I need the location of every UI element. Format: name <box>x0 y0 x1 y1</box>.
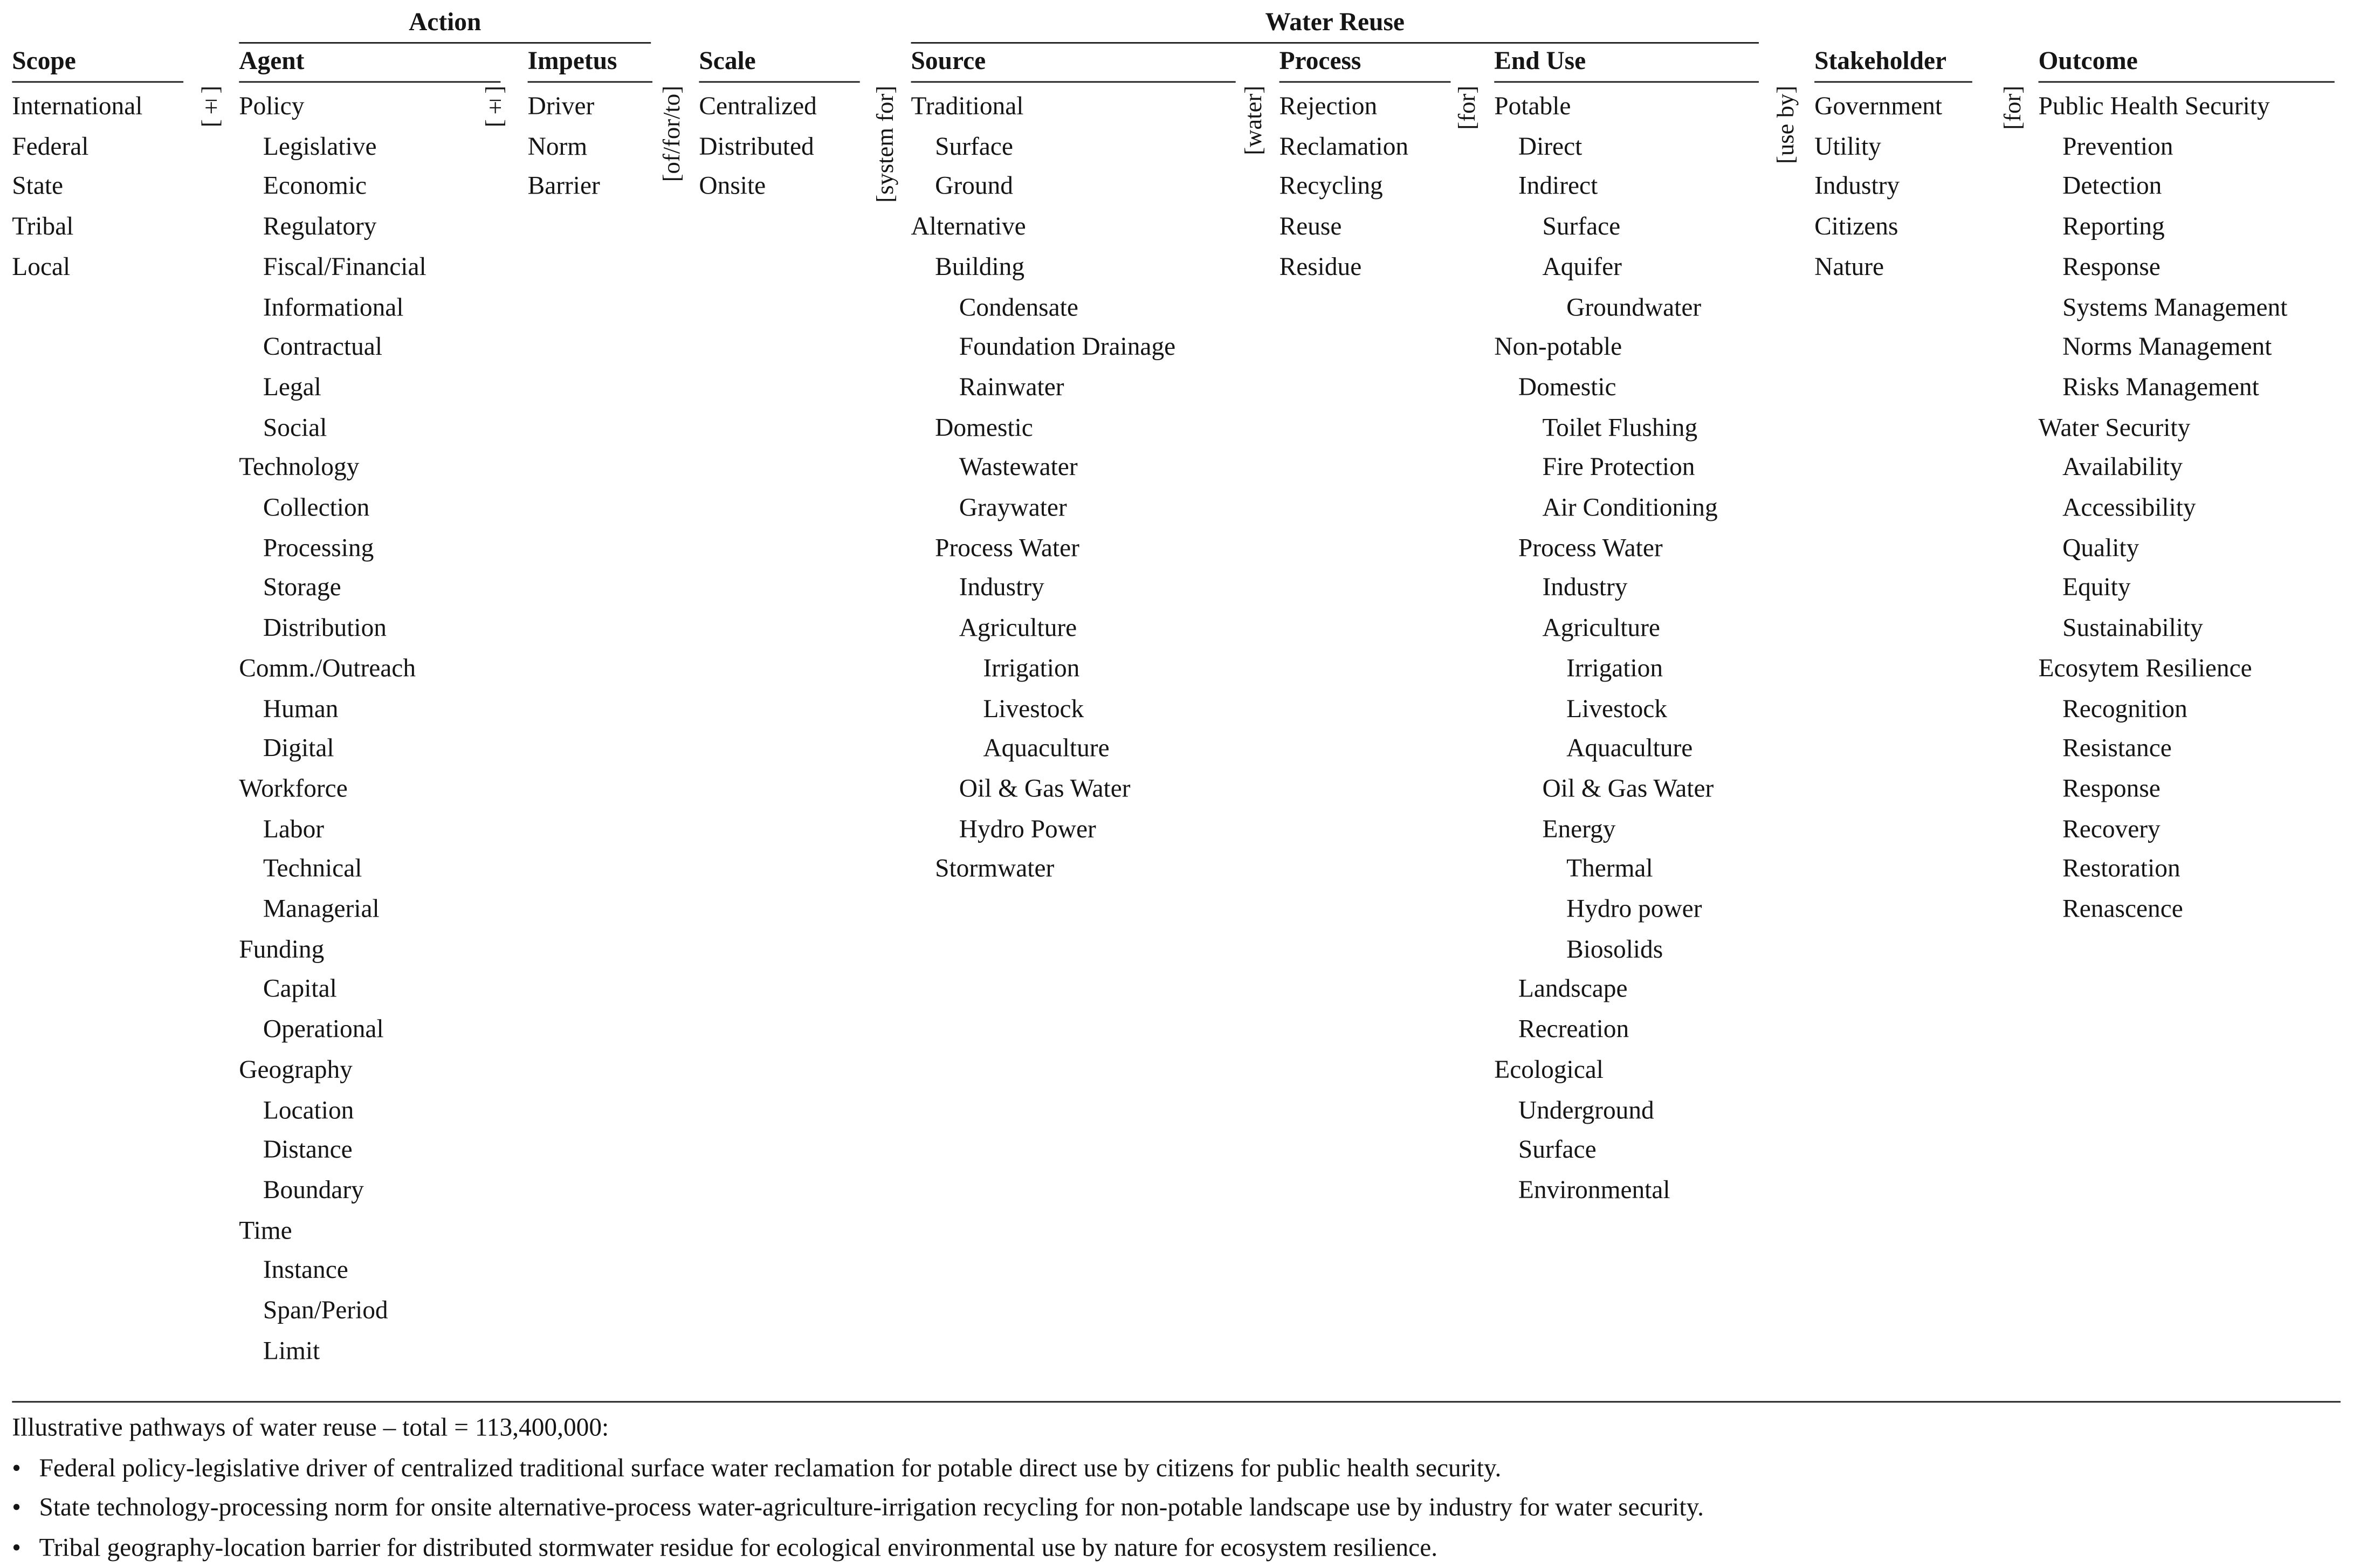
item-process: Recycling <box>1279 171 1383 201</box>
item-outcome: Water Security <box>2038 412 2191 442</box>
item-agent: Processing <box>263 533 374 562</box>
item-source: Traditional <box>911 92 1024 121</box>
item-agent: Comm./Outreach <box>239 654 416 683</box>
item-enduse: Hydro power <box>1566 895 1702 924</box>
item-scope: Local <box>12 252 71 281</box>
connector-impetus-scale: [of/for/to] <box>659 85 686 182</box>
connector-scope-agent: [±] <box>198 85 224 128</box>
item-outcome: Response <box>2062 252 2161 281</box>
item-agent: Workforce <box>239 774 348 803</box>
item-outcome: Public Health Security <box>2038 92 2270 121</box>
item-scope: Tribal <box>12 212 74 241</box>
item-source: Domestic <box>935 412 1033 442</box>
item-enduse: Surface <box>1542 212 1621 241</box>
item-agent: Funding <box>239 934 325 964</box>
item-impetus: Barrier <box>527 171 600 201</box>
item-source: Livestock <box>983 693 1084 723</box>
group-header-water-reuse <box>911 8 1759 44</box>
bullet-icon: • <box>12 1493 21 1522</box>
item-source: Foundation Drainage <box>959 332 1176 361</box>
footer-bullet-text: Federal policy-legislative driver of centralized traditional surface water reclamation for potable direct use by citizens for public health security. <box>39 1453 1502 1482</box>
connector-process-enduse: [for] <box>1455 85 1481 130</box>
item-outcome: Quality <box>2062 533 2139 562</box>
column-items-impetus <box>528 82 652 208</box>
item-outcome: Availability <box>2062 453 2183 482</box>
connector-source-process: [water] <box>1241 85 1268 155</box>
item-outcome: Response <box>2062 774 2161 803</box>
item-source: Ground <box>935 171 1013 201</box>
bullet-icon: • <box>12 1453 21 1482</box>
item-enduse: Oil & Gas Water <box>1542 774 1714 803</box>
item-outcome: Recognition <box>2062 693 2187 723</box>
footer-bullet <box>12 1528 2341 1568</box>
item-enduse: Livestock <box>1566 693 1668 723</box>
column-items-source <box>911 82 1236 890</box>
item-enduse: Aquifer <box>1542 252 1622 281</box>
footer-bullets <box>12 1448 2341 1568</box>
footer-title: Illustrative pathways of water reuse – total = 113,400,000: <box>12 1413 609 1442</box>
item-scale: Centralized <box>699 92 817 121</box>
column-agent <box>239 46 500 1372</box>
item-agent: Regulatory <box>263 212 377 241</box>
footer-bullet <box>12 1488 2341 1528</box>
item-agent: Operational <box>263 1015 384 1044</box>
item-enduse: Air Conditioning <box>1542 493 1718 522</box>
item-source: Oil & Gas Water <box>959 774 1131 803</box>
item-agent: Technology <box>239 453 360 482</box>
item-agent: Labor <box>263 814 325 843</box>
footer-bullet <box>12 1448 2341 1488</box>
item-source: Irrigation <box>983 654 1080 683</box>
item-agent: Managerial <box>263 895 380 924</box>
item-enduse: Irrigation <box>1566 654 1663 683</box>
item-enduse: Toilet Flushing <box>1542 412 1698 442</box>
item-process: Reuse <box>1279 212 1342 241</box>
column-header-impetus: Impetus <box>528 46 652 82</box>
column-header-enduse: End Use <box>1494 46 1759 82</box>
item-outcome: Sustainability <box>2062 613 2203 642</box>
item-enduse: Groundwater <box>1566 292 1702 321</box>
item-agent: Social <box>263 412 327 442</box>
item-impetus: Norm <box>527 132 588 161</box>
item-agent: Collection <box>263 493 370 522</box>
item-enduse: Agriculture <box>1542 613 1660 642</box>
item-outcome: Reporting <box>2062 212 2165 241</box>
item-stakeholder: Government <box>1814 92 1943 121</box>
column-items-stakeholder <box>1814 82 1972 288</box>
item-source: Process Water <box>935 533 1079 562</box>
item-enduse: Ecological <box>1494 1055 1604 1084</box>
footer-notes <box>12 1401 2341 1567</box>
item-process: Rejection <box>1279 92 1378 121</box>
item-enduse: Aquaculture <box>1566 734 1693 763</box>
item-scope: International <box>12 92 143 121</box>
footer-bullet-text: Tribal geography-location barrier for distributed stormwater residue for ecological environmental use by nature for ecosystem resilience. <box>39 1532 1438 1562</box>
item-enduse: Environmental <box>1518 1175 1670 1205</box>
item-outcome: Risks Management <box>2062 373 2259 402</box>
item-enduse: Potable <box>1494 92 1571 121</box>
item-enduse: Non-potable <box>1494 332 1622 361</box>
item-agent: Technical <box>263 854 362 883</box>
item-agent: Boundary <box>263 1175 364 1205</box>
column-header-source: Source <box>911 46 1236 82</box>
item-agent: Limit <box>263 1336 320 1365</box>
item-outcome: Recovery <box>2062 814 2161 843</box>
item-stakeholder: Industry <box>1814 171 1900 201</box>
item-agent: Capital <box>263 974 337 1003</box>
item-agent: Span/Period <box>263 1296 388 1325</box>
bullet-icon: • <box>12 1532 21 1562</box>
item-scale: Distributed <box>699 132 814 161</box>
item-enduse: Industry <box>1542 573 1628 602</box>
item-agent: Time <box>239 1215 292 1244</box>
connector-enduse-stakeholder: [use by] <box>1773 85 1800 164</box>
column-header-scale: Scale <box>699 46 859 82</box>
item-scale: Onsite <box>699 171 766 201</box>
column-items-scope <box>12 82 183 288</box>
item-agent: Distribution <box>263 613 387 642</box>
connector-agent-impetus: [±] <box>482 85 508 128</box>
column-header-process: Process <box>1279 46 1451 82</box>
item-enduse: Direct <box>1518 132 1583 161</box>
item-source: Building <box>935 252 1025 281</box>
item-outcome: Detection <box>2062 171 2162 201</box>
group-header-water-reuse-label: Water Reuse <box>1265 7 1405 36</box>
item-scope: State <box>12 171 64 201</box>
item-source: Alternative <box>911 212 1026 241</box>
item-source: Condensate <box>959 292 1078 321</box>
item-agent: Legislative <box>263 132 377 161</box>
column-items-enduse <box>1494 82 1759 1211</box>
item-enduse: Underground <box>1518 1095 1654 1124</box>
column-items-process <box>1279 82 1451 288</box>
item-enduse: Fire Protection <box>1542 453 1695 482</box>
item-enduse: Landscape <box>1518 974 1628 1003</box>
item-outcome: Accessibility <box>2062 493 2196 522</box>
item-outcome: Equity <box>2062 573 2131 602</box>
item-stakeholder: Citizens <box>1814 212 1898 241</box>
item-agent: Economic <box>263 171 367 201</box>
item-agent: Contractual <box>263 332 383 361</box>
item-source: Surface <box>935 132 1013 161</box>
item-outcome: Renascence <box>2062 895 2183 924</box>
item-source: Wastewater <box>959 453 1078 482</box>
column-scale <box>699 46 859 208</box>
item-enduse: Indirect <box>1518 171 1598 201</box>
column-header-scope: Scope <box>12 46 183 82</box>
item-enduse: Biosolids <box>1566 934 1663 964</box>
column-items-scale <box>699 82 859 208</box>
connector-stakeholder-outcome: [for] <box>2000 85 2027 130</box>
group-header-action <box>239 8 651 44</box>
column-enduse <box>1494 46 1759 1211</box>
item-outcome: Restoration <box>2062 854 2180 883</box>
item-stakeholder: Nature <box>1814 252 1884 281</box>
item-source: Agriculture <box>959 613 1077 642</box>
column-stakeholder <box>1814 46 1972 288</box>
item-outcome: Resistance <box>2062 734 2172 763</box>
item-agent: Geography <box>239 1055 353 1084</box>
column-header-stakeholder: Stakeholder <box>1814 46 1972 82</box>
group-header-action-label: Action <box>409 7 481 36</box>
column-source <box>911 46 1236 890</box>
item-source: Hydro Power <box>959 814 1096 843</box>
column-impetus <box>528 46 652 208</box>
column-scope <box>12 46 183 288</box>
item-agent: Digital <box>263 734 334 763</box>
item-outcome: Norms Management <box>2062 332 2272 361</box>
item-agent: Instance <box>263 1256 348 1285</box>
column-items-outcome <box>2039 82 2335 930</box>
item-agent: Policy <box>239 92 305 121</box>
column-header-outcome: Outcome <box>2039 46 2335 82</box>
connector-scale-source: [system for] <box>873 85 899 203</box>
item-source: Industry <box>959 573 1044 602</box>
footer-bullet-text: State technology-processing norm for onsite alternative-process water-agriculture-irrigation recycling for non-potable landscape use by industry for water security. <box>39 1493 1704 1522</box>
item-source: Stormwater <box>935 854 1055 883</box>
item-agent: Fiscal/Financial <box>263 252 426 281</box>
item-enduse: Process Water <box>1518 533 1663 562</box>
item-enduse: Domestic <box>1518 373 1616 402</box>
item-agent: Distance <box>263 1135 353 1164</box>
item-agent: Storage <box>263 573 341 602</box>
item-outcome: Systems Management <box>2062 292 2288 321</box>
item-scope: Federal <box>12 132 89 161</box>
item-stakeholder: Utility <box>1814 132 1881 161</box>
column-header-agent: Agent <box>239 46 500 82</box>
item-agent: Human <box>263 693 339 723</box>
item-enduse: Recreation <box>1518 1015 1629 1044</box>
item-process: Reclamation <box>1279 132 1409 161</box>
item-impetus: Driver <box>527 92 595 121</box>
item-outcome: Ecosytem Resilience <box>2038 654 2252 683</box>
column-outcome <box>2039 46 2335 930</box>
item-outcome: Prevention <box>2062 132 2173 161</box>
column-process <box>1279 46 1451 288</box>
item-process: Residue <box>1279 252 1362 281</box>
item-source: Rainwater <box>959 373 1064 402</box>
column-items-agent <box>239 82 500 1372</box>
item-agent: Legal <box>263 373 321 402</box>
item-source: Aquaculture <box>983 734 1110 763</box>
item-agent: Location <box>263 1095 354 1124</box>
item-enduse: Energy <box>1542 814 1616 843</box>
item-enduse: Surface <box>1518 1135 1597 1164</box>
item-source: Graywater <box>959 493 1067 522</box>
item-agent: Informational <box>263 292 404 321</box>
item-enduse: Thermal <box>1566 854 1653 883</box>
